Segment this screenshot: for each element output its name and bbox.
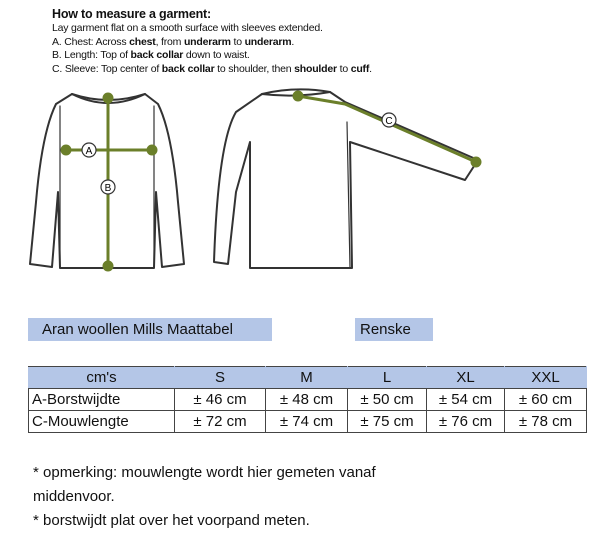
instructions-intro: Lay garment flat on a smooth surface with sleeves extended. <box>52 22 323 34</box>
row-label: A-Borstwijdte <box>29 389 175 411</box>
table-cell: ± 78 cm <box>505 411 587 433</box>
person-label: Renske <box>355 318 433 341</box>
instructions-title: How to measure a garment: <box>52 7 211 21</box>
header-cell: XL <box>427 367 505 389</box>
instruction-chest: A. Chest: Across chest, from underarm to underarm. <box>52 35 295 48</box>
marker-b: B <box>104 183 112 194</box>
size-table <box>28 366 587 433</box>
marker-c: C <box>385 116 393 127</box>
header-cell: L <box>348 367 427 389</box>
table-cell: ± 76 cm <box>427 411 505 433</box>
row-label: C-Mouwlengte <box>29 411 175 433</box>
table-row <box>29 411 587 433</box>
table-cell: ± 48 cm <box>266 389 348 411</box>
notes <box>33 461 376 533</box>
table-row <box>29 389 587 411</box>
brand-label: Aran woollen Mills Maattabel <box>28 318 272 341</box>
instruction-length: B. Length: Top of back collar down to waist. <box>52 49 250 61</box>
measure-instructions <box>52 6 452 76</box>
table-cell: ± 50 cm <box>348 389 427 411</box>
table-header-row <box>29 367 587 389</box>
back-sweater-outline <box>214 92 478 268</box>
table-cell: ± 60 cm <box>505 389 587 411</box>
table-cell: ± 75 cm <box>348 411 427 433</box>
table-cell: ± 74 cm <box>266 411 348 433</box>
header-cell: cm's <box>29 367 175 389</box>
note-line: * opmerking: mouwlengte wordt hier gemeten vanaf <box>33 464 376 481</box>
table-cell: ± 46 cm <box>175 389 266 411</box>
header-cell: XXL <box>505 367 587 389</box>
table-cell: ± 72 cm <box>175 411 266 433</box>
marker-a: A <box>85 146 93 157</box>
table-cell: ± 54 cm <box>427 389 505 411</box>
garment-diagram <box>0 82 616 272</box>
instruction-sleeve: C. Sleeve: Top center of back collar to shoulder, then shoulder to cuff. <box>52 62 372 75</box>
note-line: middenvoor. <box>33 488 115 505</box>
header-cell: M <box>266 367 348 389</box>
header-cell: S <box>175 367 266 389</box>
note-line: * borstwijdt plat over het voorpand meten. <box>33 512 310 529</box>
